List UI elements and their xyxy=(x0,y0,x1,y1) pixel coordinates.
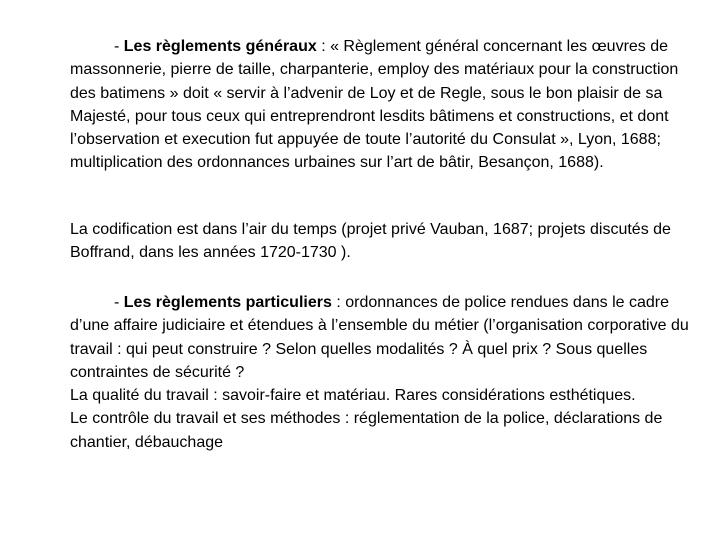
paragraph-text xyxy=(70,291,690,384)
bullet-dash: - xyxy=(114,38,124,55)
paragraph-general-regulations xyxy=(70,35,690,175)
bullet-dash: - xyxy=(114,294,124,311)
codification-text: La codification est dans l’air du temps (projet privé Vauban, 1687; projets discutés de Boffrand, dans les années 1720-1730 ). xyxy=(70,221,671,262)
paragraph-particular-regulations xyxy=(70,291,690,454)
paragraph-text xyxy=(70,35,690,175)
particular-regulations-text: : ordonnances de police rendues dans le cadre d’une affaire judiciaire et étendues à l’ensemble du métier (l’organisation corporative du travail : qui peut construire ? Selon quelles modalités ? À quel prix ? Sous quelles contraintes de sécurité ? xyxy=(70,294,689,381)
general-regulations-text: : « Règlement général concernant les œuvres de massonnerie, pierre de taille, charpanterie, employ des matériaux pour la construction des batimens » doit « servir à l’advenir de Loy et de Regle, sous le bon plaisir de sa Majesté, pour tous ceux qui entreprendront lesdits bâtimens et constructions, et dont l’observation et execution fut appuyée de toute l’autorité du Consulat », Lyon, 1688; multiplication des ordonnances urbaines sur l’art de bâtir, Besançon, 1688). xyxy=(70,38,679,172)
heading-general-regulations: Les règlements généraux xyxy=(123,38,317,55)
work-control-text: Le contrôle du travail et ses méthodes : réglementation de la police, déclarations de chantier, débauchage xyxy=(70,410,663,451)
paragraph-codification xyxy=(70,218,690,265)
heading-particular-regulations: Les règlements particuliers xyxy=(123,294,332,311)
work-quality-text: La qualité du travail : savoir-faire et matériau. Rares considérations esthétiques. xyxy=(70,387,636,405)
